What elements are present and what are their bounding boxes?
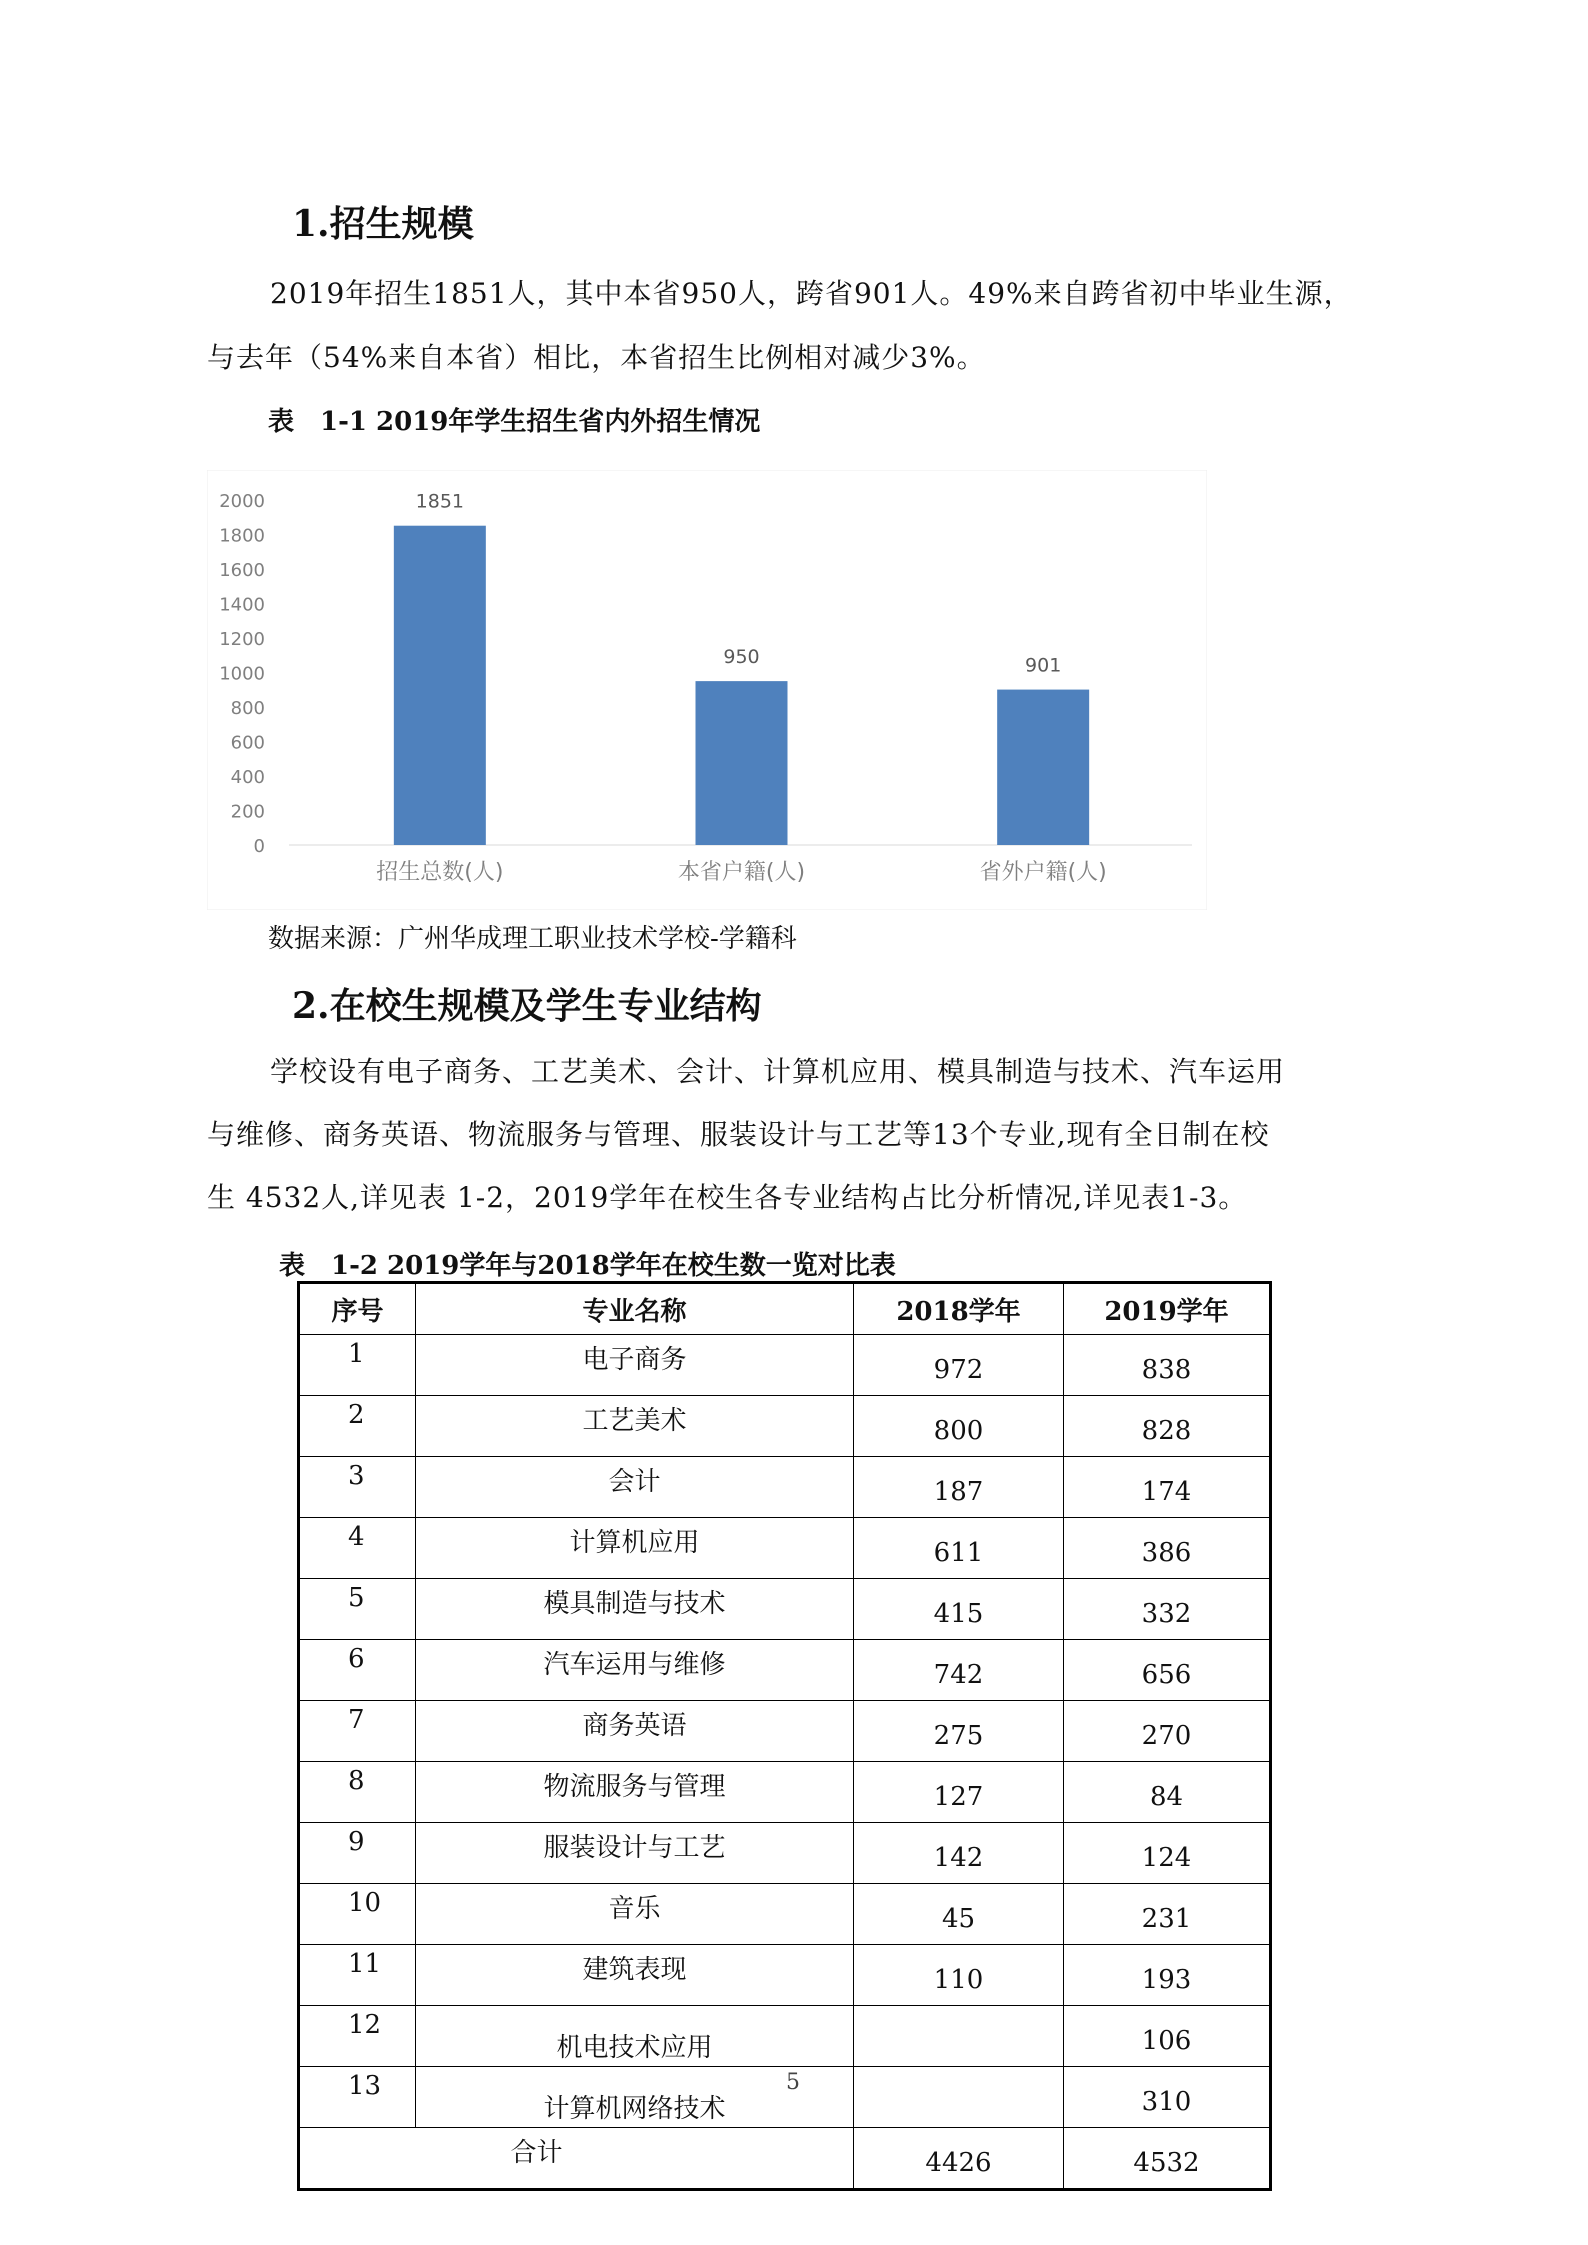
cell-2018: 110 xyxy=(854,1945,1064,2006)
cell-2018: 415 xyxy=(854,1579,1064,1640)
table-row xyxy=(299,2006,1271,2067)
bar-data-label: 901 xyxy=(1025,654,1062,677)
x-category-label: 省外户籍(人) xyxy=(979,860,1107,885)
bar-data-label: 950 xyxy=(723,646,760,669)
cell-index: 3 xyxy=(299,1457,416,1518)
cell-major-name: 电子商务 xyxy=(416,1335,854,1396)
cell-index: 10 xyxy=(299,1884,416,1945)
y-tick-label: 2000 xyxy=(219,491,265,512)
cell-2019: 193 xyxy=(1064,1945,1271,2006)
enrollment-bar-chart xyxy=(207,470,1207,910)
data-source-note: 数据来源：广州华成理工职业技术学校-学籍科 xyxy=(268,924,797,954)
cell-index: 4 xyxy=(299,1518,416,1579)
chart-caption: 表 1-1 2019年学生招生省内外招生情况 xyxy=(268,407,761,437)
cell-2018: 275 xyxy=(854,1701,1064,1762)
y-tick-label: 200 xyxy=(230,801,265,823)
table-row xyxy=(299,1701,1271,1762)
table-row xyxy=(299,1884,1271,1945)
cell-major-name: 机电技术应用 xyxy=(416,2006,854,2067)
bar-2 xyxy=(696,681,788,845)
section-1-heading: 1.招生规模 xyxy=(292,203,474,245)
cell-2019: 828 xyxy=(1064,1396,1271,1457)
enrollment-comparison-table xyxy=(297,1281,1272,2191)
table-row xyxy=(299,2067,1271,2128)
cell-2019: 84 xyxy=(1064,1762,1271,1823)
cell-2018: 611 xyxy=(854,1518,1064,1579)
cell-index: 2 xyxy=(299,1396,416,1457)
cell-major-name: 工艺美术 xyxy=(416,1396,854,1457)
cell-2019: 656 xyxy=(1064,1640,1271,1701)
cell-major-name: 计算机应用 xyxy=(416,1518,854,1579)
cell-major-name: 计算机网络技术 xyxy=(416,2067,854,2128)
cell-2018: 800 xyxy=(854,1396,1064,1457)
cell-2018: 972 xyxy=(854,1335,1064,1396)
cell-2018: 742 xyxy=(854,1640,1064,1701)
y-tick-label: 0 xyxy=(253,836,265,857)
cell-major-name: 商务英语 xyxy=(416,1701,854,1762)
y-tick-label: 800 xyxy=(230,698,265,719)
x-category-label: 本省户籍(人) xyxy=(677,860,806,885)
y-tick-label: 1600 xyxy=(219,560,265,581)
cell-total-label: 合计 xyxy=(299,2128,854,2190)
cell-2018 xyxy=(854,2067,1064,2128)
cell-2019: 174 xyxy=(1064,1457,1271,1518)
cell-major-name: 物流服务与管理 xyxy=(416,1762,854,1823)
cell-2019: 270 xyxy=(1064,1701,1271,1762)
y-tick-label: 1000 xyxy=(219,663,265,685)
bar-1 xyxy=(394,526,486,845)
table-row xyxy=(299,1335,1271,1396)
cell-2018: 187 xyxy=(854,1457,1064,1518)
cell-2018: 127 xyxy=(854,1762,1064,1823)
cell-index: 5 xyxy=(299,1579,416,1640)
cell-major-name: 音乐 xyxy=(416,1884,854,1945)
y-tick-label: 1200 xyxy=(219,629,265,650)
header-major-name: 专业名称 xyxy=(416,1283,854,1335)
bar-3 xyxy=(997,690,1089,845)
section-2-paragraph-line-3: 生 4532人,详见表 1-2，2019学年在校生各专业结构占比分析情况,详见表1-3。 xyxy=(207,1181,1248,1214)
cell-2019: 231 xyxy=(1064,1884,1271,1945)
cell-2019: 838 xyxy=(1064,1335,1271,1396)
section-2-paragraph-line-1: 学校设有电子商务、工艺美术、会计、计算机应用、模具制造与技术、汽车运用 xyxy=(270,1055,1286,1088)
table-row xyxy=(299,1518,1271,1579)
cell-2018: 142 xyxy=(854,1823,1064,1884)
cell-index: 13 xyxy=(299,2067,416,2128)
table-header-row xyxy=(299,1283,1271,1335)
table-total-row xyxy=(299,2128,1271,2190)
table-row xyxy=(299,1945,1271,2006)
cell-2019: 124 xyxy=(1064,1823,1271,1884)
table-row xyxy=(299,1640,1271,1701)
section-2-paragraph-line-2: 与维修、商务英语、物流服务与管理、服装设计与工艺等13个专业,现有全日制在校 xyxy=(207,1118,1270,1151)
cell-2019: 386 xyxy=(1064,1518,1271,1579)
cell-index: 11 xyxy=(299,1945,416,2006)
section-1-paragraph-line-2: 与去年（54%来自本省）相比，本省招生比例相对减少3%。 xyxy=(207,341,986,374)
cell-index: 9 xyxy=(299,1823,416,1884)
cell-2019: 106 xyxy=(1064,2006,1271,2067)
cell-index: 12 xyxy=(299,2006,416,2067)
table-caption: 表 1-2 2019学年与2018学年在校生数一览对比表 xyxy=(279,1251,896,1281)
cell-2018: 45 xyxy=(854,1884,1064,1945)
bar-data-label: 1851 xyxy=(415,490,465,513)
header-2019: 2019学年 xyxy=(1064,1283,1271,1335)
cell-major-name: 会计 xyxy=(416,1457,854,1518)
y-tick-label: 1400 xyxy=(219,594,265,616)
cell-total-2019: 4532 xyxy=(1064,2128,1271,2190)
cell-2019: 332 xyxy=(1064,1579,1271,1640)
header-index: 序号 xyxy=(299,1283,416,1335)
cell-major-name: 服装设计与工艺 xyxy=(416,1823,854,1884)
cell-major-name: 建筑表现 xyxy=(416,1945,854,2006)
cell-2018 xyxy=(854,2006,1064,2067)
x-category-label: 招生总数(人) xyxy=(376,860,504,885)
table-row xyxy=(299,1762,1271,1823)
table-row xyxy=(299,1457,1271,1518)
y-tick-label: 400 xyxy=(230,767,265,788)
header-2018: 2018学年 xyxy=(854,1283,1064,1335)
y-tick-label: 600 xyxy=(230,732,265,754)
cell-index: 6 xyxy=(299,1640,416,1701)
page-number: 5 xyxy=(786,2070,800,2095)
cell-total-2018: 4426 xyxy=(854,2128,1064,2190)
cell-index: 8 xyxy=(299,1762,416,1823)
cell-index: 7 xyxy=(299,1701,416,1762)
table-row xyxy=(299,1579,1271,1640)
section-2-heading: 2.在校生规模及学生专业结构 xyxy=(292,985,762,1027)
cell-major-name: 模具制造与技术 xyxy=(416,1579,854,1640)
cell-2019: 310 xyxy=(1064,2067,1271,2128)
cell-index: 1 xyxy=(299,1335,416,1396)
table-row xyxy=(299,1823,1271,1884)
section-1-paragraph-line-1: 2019年招生1851人，其中本省950人，跨省901人。49%来自跨省初中毕业生源， xyxy=(270,277,1353,310)
y-tick-label: 1800 xyxy=(219,525,265,547)
cell-major-name: 汽车运用与维修 xyxy=(416,1640,854,1701)
table-row xyxy=(299,1396,1271,1457)
